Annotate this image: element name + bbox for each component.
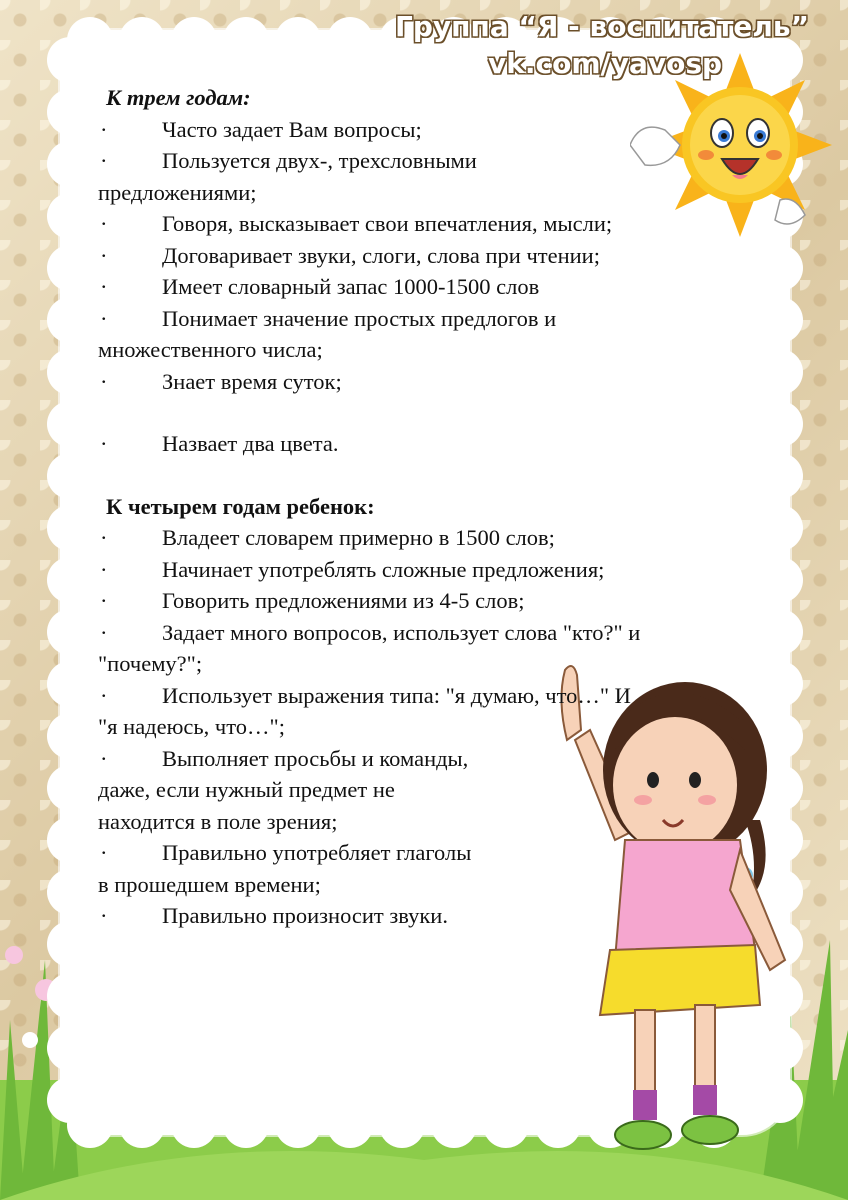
bullet: · bbox=[100, 148, 108, 173]
list-item bbox=[98, 837, 758, 869]
scallop bbox=[223, 17, 269, 63]
list-item-text: Задает много вопросов, использует слова "кто?" и bbox=[162, 619, 641, 645]
list-item-text: Знает время суток; bbox=[162, 368, 342, 394]
list-item-text: Назвает два цвета. bbox=[162, 431, 339, 456]
section-heading-four-years: К четырем годам ребенок: bbox=[106, 493, 375, 519]
scallop bbox=[47, 973, 93, 1019]
list-item-text: Правильно произносит звуки. bbox=[162, 903, 448, 928]
list-item-text: Понимает значение простых предлогов и bbox=[162, 305, 557, 331]
scallop bbox=[47, 713, 93, 759]
list-item bbox=[98, 585, 758, 617]
scallop bbox=[47, 505, 93, 551]
list-item-text: Договаривает звуки, слоги, слова при чтении; bbox=[162, 242, 600, 268]
scallop bbox=[47, 869, 93, 915]
scallop bbox=[47, 297, 93, 343]
scallop bbox=[757, 505, 803, 551]
list-item-text: Часто задает Вам вопросы; bbox=[162, 116, 422, 142]
bullet: · bbox=[100, 903, 108, 928]
list-item bbox=[98, 900, 758, 932]
scallop bbox=[223, 1102, 269, 1148]
scallop bbox=[431, 1102, 477, 1148]
list-item bbox=[98, 303, 758, 335]
scallop bbox=[327, 17, 373, 63]
bullet: · bbox=[100, 588, 108, 613]
bullet: · bbox=[100, 274, 108, 299]
list-item bbox=[98, 208, 758, 240]
list-item-continuation: "почему?"; bbox=[98, 651, 203, 676]
scallop bbox=[47, 921, 93, 967]
scallop bbox=[47, 1077, 93, 1123]
list-item bbox=[98, 680, 758, 712]
scallop bbox=[47, 661, 93, 707]
scallop bbox=[119, 17, 165, 63]
scallop bbox=[275, 1102, 321, 1148]
list-item-text: Говоря, высказывает свои впечатления, мысли; bbox=[162, 211, 613, 236]
list-item-text: Правильно употребляет глаголы bbox=[162, 840, 472, 865]
scallop bbox=[757, 453, 803, 499]
scallop bbox=[327, 1102, 373, 1148]
list-item bbox=[98, 114, 758, 146]
scallop bbox=[47, 609, 93, 655]
watermark-title: Группа “Я - воспитатель” bbox=[395, 10, 810, 43]
section-heading-three-years: К трем годам: bbox=[106, 85, 251, 110]
scallop bbox=[47, 141, 93, 187]
bullet: · bbox=[100, 431, 108, 456]
scallop bbox=[47, 37, 93, 83]
scallop bbox=[119, 1102, 165, 1148]
scallop bbox=[275, 17, 321, 63]
bullet: · bbox=[100, 840, 108, 865]
list-item bbox=[98, 743, 758, 775]
scallop bbox=[47, 349, 93, 395]
list-item-text: Выполняет просьбы и команды, bbox=[162, 745, 469, 771]
list-item-continuation: множественного числа; bbox=[98, 337, 323, 362]
scallop bbox=[47, 817, 93, 863]
scallop bbox=[47, 193, 93, 239]
bullet: · bbox=[100, 211, 108, 236]
list-item-continuation: находится в поле зрения; bbox=[98, 808, 338, 834]
list-item-continuation: даже, если нужный предмет не bbox=[98, 777, 395, 802]
scallop bbox=[757, 557, 803, 603]
scallop bbox=[757, 349, 803, 395]
scallop bbox=[47, 453, 93, 499]
bullet: · bbox=[100, 682, 108, 708]
bullet: · bbox=[100, 305, 108, 331]
list-item bbox=[98, 617, 758, 649]
scallop bbox=[757, 401, 803, 447]
scallop bbox=[483, 1102, 529, 1148]
list-item bbox=[98, 428, 758, 460]
text-content bbox=[98, 82, 758, 932]
bullet: · bbox=[100, 745, 108, 771]
scallop bbox=[757, 297, 803, 343]
scallop bbox=[757, 245, 803, 291]
list-item-continuation: в прошедшем времени; bbox=[98, 871, 321, 897]
scallop bbox=[47, 1025, 93, 1071]
bullet: · bbox=[100, 556, 108, 582]
scallop bbox=[47, 245, 93, 291]
bullet: · bbox=[100, 525, 108, 550]
list-item bbox=[98, 554, 758, 586]
scallop bbox=[171, 17, 217, 63]
scallop bbox=[47, 401, 93, 447]
list-item-text: Говорить предложениями из 4-5 слов; bbox=[162, 588, 525, 613]
scallop bbox=[47, 89, 93, 135]
scallop bbox=[47, 557, 93, 603]
list-item-text: Имеет словарный запас 1000-1500 слов bbox=[162, 274, 540, 299]
list-item-continuation: предложениями; bbox=[98, 179, 257, 205]
list-item bbox=[98, 271, 758, 303]
list-item-text: Использует выражения типа: "я думаю, что…" И bbox=[162, 682, 631, 708]
list-item bbox=[98, 145, 758, 177]
bullet: · bbox=[100, 368, 108, 394]
scallop bbox=[171, 1102, 217, 1148]
scallop bbox=[379, 1102, 425, 1148]
list-item-text: Начинает употреблять сложные предложения; bbox=[162, 556, 605, 582]
watermark-link: vk.com/yavosp bbox=[488, 47, 723, 80]
list-item bbox=[98, 522, 758, 554]
scallop bbox=[757, 609, 803, 655]
bullet: · bbox=[100, 619, 108, 645]
bullet: · bbox=[100, 242, 108, 268]
list-item-text: Владеет словарем примерно в 1500 слов; bbox=[162, 525, 555, 550]
list-item-continuation: "я надеюсь, что…"; bbox=[98, 714, 285, 739]
bullet: · bbox=[100, 116, 108, 142]
scallop bbox=[47, 765, 93, 811]
list-item bbox=[98, 240, 758, 272]
list-item bbox=[98, 366, 758, 398]
list-item-text: Пользуется двух-, трехсловными bbox=[162, 148, 477, 173]
